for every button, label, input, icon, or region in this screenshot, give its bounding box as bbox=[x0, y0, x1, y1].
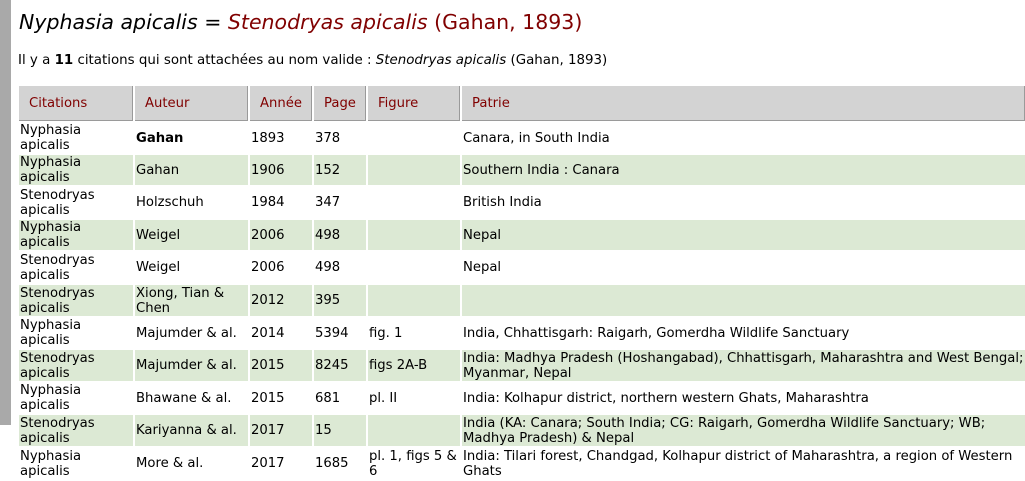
summary-middle: citations qui sont attachées au nom valide : bbox=[73, 53, 376, 68]
table-row bbox=[19, 285, 1025, 316]
cell-figure: fig. 1 bbox=[369, 325, 403, 341]
cell-patrie: Nepal bbox=[463, 260, 502, 275]
cell-page: 498 bbox=[314, 220, 366, 250]
table-row bbox=[19, 187, 1025, 218]
cell-page: 378 bbox=[315, 130, 341, 146]
cell-citation: Stenodryas apicalis bbox=[20, 187, 95, 218]
cell-year: 1984 bbox=[251, 195, 285, 210]
cell-author: Majumder & al. bbox=[136, 325, 237, 341]
cell-patrie bbox=[462, 285, 1025, 316]
cell-citation: Nyphasia apicalis bbox=[20, 383, 82, 413]
cell-patrie: India: Kolhapur district, northern western Ghats, Maharashtra bbox=[463, 390, 869, 406]
table-body bbox=[19, 123, 1025, 479]
cell-author: Kariyanna & al. bbox=[135, 415, 248, 446]
header-figure: Figure bbox=[368, 86, 460, 121]
cell-patrie: British India bbox=[463, 195, 542, 210]
cell-page: 395 bbox=[314, 285, 366, 316]
cell-year: 1906 bbox=[250, 155, 312, 185]
summary-authority: (Gahan, 1893) bbox=[506, 53, 608, 68]
cell-citation: Stenodryas apicalis bbox=[19, 350, 133, 381]
cell-figure bbox=[368, 252, 460, 283]
cell-figure bbox=[368, 220, 460, 250]
cell-author: Weigel bbox=[136, 260, 181, 275]
cell-patrie: India, Chhattisgarh: Raigarh, Gomerdha Wildlife Sanctuary bbox=[463, 325, 850, 341]
cell-year: 2012 bbox=[250, 285, 312, 316]
cell-figure bbox=[368, 415, 460, 446]
cell-page: 1685 bbox=[315, 456, 349, 471]
cell-year: 2014 bbox=[251, 325, 285, 341]
cell-citation: Nyphasia apicalis bbox=[19, 220, 133, 250]
table-row bbox=[19, 383, 1025, 413]
cell-citation: Stenodryas apicalis bbox=[19, 285, 133, 316]
table-row bbox=[19, 448, 1025, 479]
cell-author: Weigel bbox=[135, 220, 248, 250]
cell-year: 2015 bbox=[250, 350, 312, 381]
summary-valid-name: Stenodryas apicalis bbox=[375, 53, 507, 68]
cell-patrie: India: Tilari forest, Chandgad, Kolhapur district of Maharashtra, a region of Western Ghats bbox=[463, 448, 1013, 479]
cell-citation: Nyphasia apicalis bbox=[20, 318, 82, 348]
cell-year: 2006 bbox=[251, 260, 285, 275]
page-title bbox=[19, 10, 582, 34]
citation-summary bbox=[18, 53, 607, 68]
cell-citation: Nyphasia apicalis bbox=[19, 155, 133, 185]
title-authority: (Gahan, 1893) bbox=[427, 10, 583, 34]
cell-figure: pl. 1, figs 5 & 6 bbox=[369, 448, 457, 479]
table-row bbox=[19, 220, 1025, 250]
left-margin-bar bbox=[0, 0, 11, 425]
cell-citation: Stenodryas apicalis bbox=[19, 415, 133, 446]
title-name: Nyphasia apicalis bbox=[19, 10, 198, 34]
cell-citation: Nyphasia apicalis bbox=[20, 448, 82, 479]
cell-author: Bhawane & al. bbox=[136, 390, 232, 406]
table-row bbox=[19, 123, 1025, 153]
cell-author: Xiong, Tian & Chen bbox=[135, 285, 248, 316]
cell-figure: pl. II bbox=[369, 390, 398, 406]
cell-patrie: Canara, in South India bbox=[463, 130, 610, 146]
header-annee: Année bbox=[250, 86, 312, 121]
cell-year: 2017 bbox=[251, 456, 285, 471]
cell-page: 681 bbox=[315, 390, 341, 406]
table-row bbox=[19, 350, 1025, 381]
cell-patrie: Nepal bbox=[462, 220, 1025, 250]
title-equals: = bbox=[197, 10, 228, 34]
cell-author: Gahan bbox=[135, 155, 248, 185]
cell-figure bbox=[368, 187, 460, 218]
cell-page: 8245 bbox=[314, 350, 366, 381]
table-row bbox=[19, 318, 1025, 348]
cell-page: 152 bbox=[314, 155, 366, 185]
cell-year: 2006 bbox=[250, 220, 312, 250]
title-valid-name: Stenodryas apicalis bbox=[227, 10, 428, 34]
cell-page: 347 bbox=[315, 195, 341, 210]
header-citations: Citations bbox=[19, 86, 133, 121]
cell-citation: Nyphasia apicalis bbox=[20, 123, 82, 153]
cell-author: Gahan bbox=[136, 130, 184, 146]
cell-year: 1893 bbox=[251, 130, 285, 146]
cell-year: 2015 bbox=[251, 390, 285, 406]
summary-prefix: Il y a bbox=[18, 53, 55, 68]
cell-page: 15 bbox=[314, 415, 366, 446]
citation-count: 11 bbox=[54, 53, 74, 68]
cell-page: 5394 bbox=[315, 325, 349, 341]
cell-figure: figs 2A-B bbox=[368, 350, 460, 381]
cell-author: Majumder & al. bbox=[135, 350, 248, 381]
table-row bbox=[19, 252, 1025, 283]
cell-patrie: India (KA: Canara; South India; CG: Raigarh, Gomerdha Wildlife Sanctuary; WB; Madhya Pradesh) & Nepal bbox=[462, 415, 1025, 446]
cell-citation: Stenodryas apicalis bbox=[20, 252, 95, 283]
citations-table bbox=[17, 84, 1025, 481]
table-row bbox=[19, 155, 1025, 185]
header-patrie: Patrie bbox=[462, 86, 1025, 121]
cell-figure bbox=[368, 123, 460, 153]
cell-year: 2017 bbox=[250, 415, 312, 446]
header-auteur: Auteur bbox=[135, 86, 248, 121]
cell-author: More & al. bbox=[136, 456, 204, 471]
header-page: Page bbox=[314, 86, 366, 121]
cell-patrie: India: Madhya Pradesh (Hoshangabad), Chhattisgarh, Maharashtra and West Bengal; Myanmar, Nepal bbox=[463, 350, 1024, 381]
table-row bbox=[19, 415, 1025, 446]
cell-figure bbox=[368, 285, 460, 316]
cell-author: Holzschuh bbox=[136, 195, 204, 210]
cell-figure bbox=[368, 155, 460, 185]
cell-page: 498 bbox=[315, 260, 341, 275]
cell-patrie: Southern India : Canara bbox=[462, 155, 1025, 185]
table-header-row bbox=[19, 86, 1025, 121]
